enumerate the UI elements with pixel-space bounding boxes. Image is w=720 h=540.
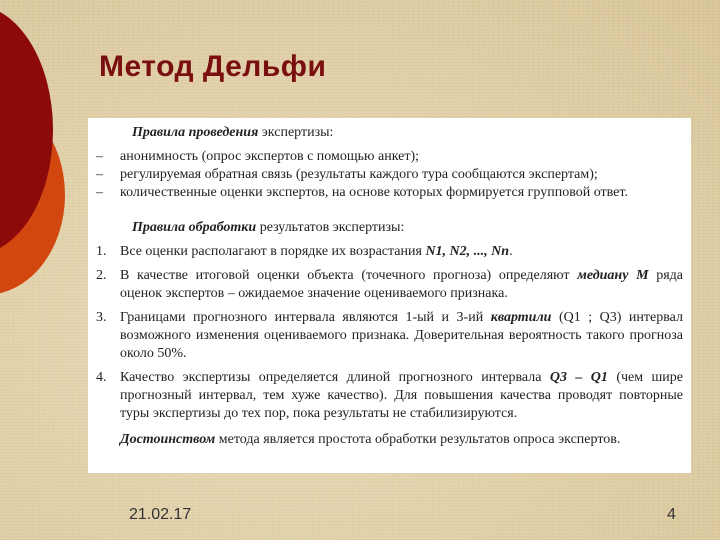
dash-marker: – bbox=[96, 185, 103, 200]
advantage-emphasis: Достоинством bbox=[120, 432, 216, 447]
item-emphasis: квартили bbox=[490, 310, 552, 325]
processing-list bbox=[96, 243, 683, 423]
slide-title: Метод Дельфи bbox=[99, 50, 327, 83]
processing-item bbox=[96, 243, 683, 261]
advantage-text bbox=[120, 431, 683, 449]
item-number: 2. bbox=[96, 268, 107, 283]
item-number: 1. bbox=[96, 244, 107, 259]
item-number: 3. bbox=[96, 310, 107, 325]
item-tail: ряда оценок экспертов – ожидаемое значение оцениваемого признака. bbox=[120, 268, 684, 301]
rule-item bbox=[96, 166, 683, 184]
item-tail: . bbox=[509, 244, 513, 259]
processing-item bbox=[96, 309, 683, 363]
advantage-rest: метода является простота обработки результатов опроса экспертов. bbox=[215, 432, 621, 447]
processing-item bbox=[96, 267, 683, 303]
processing-item bbox=[96, 369, 683, 423]
dash-marker: – bbox=[96, 167, 103, 182]
rules-heading bbox=[132, 124, 683, 142]
item-tail: (Q1 ; Q3) интервал возможного изменения оцениваемого признака. Доверительная вероятность такого прогноза около 50%. bbox=[120, 310, 683, 361]
slide-date: 21.02.17 bbox=[129, 506, 192, 523]
processing-heading bbox=[132, 219, 683, 237]
item-text: Границами прогнозного интервала являются 1-ый и 3-ий bbox=[120, 310, 491, 325]
rule-item bbox=[96, 184, 683, 202]
rule-text: количественные оценки экспертов, на основе которых формируется групповой ответ. bbox=[120, 185, 628, 200]
rules-heading-emphasis: Правила проведения bbox=[132, 125, 259, 140]
dash-marker: – bbox=[96, 149, 103, 164]
rule-item bbox=[96, 148, 683, 166]
item-emphasis: Q3 – Q1 bbox=[549, 370, 608, 385]
processing-heading-text: результатов экспертизы: bbox=[256, 220, 405, 235]
content-panel bbox=[88, 118, 691, 473]
item-text: Качество экспертизы определяется длиной прогнозного интервала bbox=[120, 370, 550, 385]
item-tail: (чем шире прогнозный интервал, тем хуже качество). Для повышения качества проводят повторные туры экспертизы до тех пор, пока результаты не стабилизируются. bbox=[120, 370, 683, 421]
rules-heading-text: экспертизы: bbox=[258, 125, 334, 140]
item-text: В качестве итоговой оценки объекта (точечного прогноза) определяют bbox=[120, 268, 578, 283]
item-text: Все оценки располагают в порядке их возрастания bbox=[120, 244, 426, 259]
page-number: 4 bbox=[667, 506, 676, 523]
item-emphasis: медиану M bbox=[577, 268, 649, 283]
item-number: 4. bbox=[96, 370, 107, 385]
rule-text: анонимность (опрос экспертов с помощью анкет); bbox=[120, 149, 420, 164]
rules-list bbox=[96, 148, 683, 202]
processing-heading-emphasis: Правила обработки bbox=[132, 220, 257, 235]
rule-text: регулируемая обратная связь (результаты каждого тура сообщаются экспертам); bbox=[120, 167, 598, 182]
item-emphasis: N1, N2, ..., Nn bbox=[425, 244, 510, 259]
